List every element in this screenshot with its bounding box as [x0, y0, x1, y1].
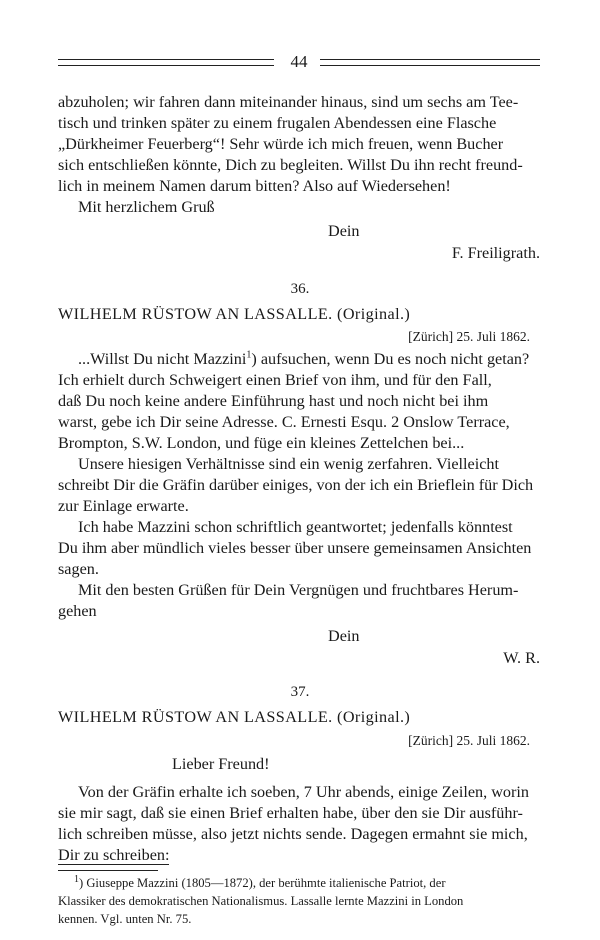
page-number: 44	[290, 52, 308, 71]
letter36-paragraph-4	[58, 580, 540, 622]
text-line: Von der Gräfin erhalte ich soeben, 7 Uhr abends, einige Zeilen, worin	[78, 783, 530, 801]
text-line: warst, gebe ich Dir seine Adresse. C. Ernesti Esqu. 2 Onslow Terrace,	[58, 413, 510, 431]
greeting: Mit herzlichem Gruß	[78, 198, 215, 216]
text-line: Mit den besten Grüßen für Dein Vergnügen und fruchtbares Herum-	[78, 581, 519, 599]
text-line: sich entschließen könnte, Dich zu begleiten. Willst Du ihn recht freund-	[58, 156, 523, 174]
letter-heading: WILHELM RÜSTOW AN LASSALLE. (Original.)	[58, 305, 411, 323]
text-line: daß Du noch keine andere Einführung hast und noch nicht bei ihm	[58, 392, 489, 410]
text-line: zur Einlage erwarte.	[58, 497, 189, 515]
signature: W. R.	[503, 649, 540, 667]
salutation: Lieber Freund!	[172, 755, 270, 773]
signature: F. Freiligrath.	[451, 244, 540, 262]
letter36-paragraph-2	[58, 454, 540, 517]
letter-number: 36.	[290, 281, 310, 297]
footnote-marker: 1	[246, 349, 252, 361]
text-line: Du ihm aber mündlich vieles besser über unsere gemeinsamen Ansichten	[58, 539, 532, 557]
header-rule-right	[320, 59, 540, 66]
footnote-rule	[58, 870, 158, 871]
text-line: Ich habe Mazzini schon schriftlich geantwortet; jedenfalls könntest	[78, 518, 513, 536]
text-line: schreibt Dir die Gräfin darüber einiges, von der ich ein Brieflein für Dich	[58, 476, 534, 494]
letter-date: [Zürich] 25. Juli 1862.	[408, 733, 530, 748]
letter-heading: WILHELM RÜSTOW AN LASSALLE. (Original.)	[58, 708, 411, 726]
footnote-line: Klassiker des demokratischen Nationalismus. Lassalle lernte Mazzini in London	[58, 894, 464, 908]
footnote-line: $^1$) Giuseppe Mazzini (1805—1872), der berühmte italienische Patriot, der	[74, 873, 446, 890]
text-line: gehen	[58, 602, 97, 620]
footnote-marker: 1	[74, 873, 79, 885]
text-line: lich in meinem Namen darum bitten? Also auf Wiedersehen!	[58, 177, 451, 195]
text-line: Unsere hiesigen Verhältnisse sind ein wenig zerfahren. Vielleicht	[78, 455, 499, 473]
text-line: Brompton, S.W. London, und füge ein kleines Zettelchen bei...	[58, 434, 465, 452]
letter37-paragraph-1	[58, 782, 540, 866]
text-line: ...Willst Du nicht Mazzini$^1$) aufsuchen, wenn Du es noch nicht getan?	[78, 349, 530, 368]
letter36-paragraph-1	[58, 349, 540, 454]
text-line: „Dürkheimer Feuerberg“! Sehr würde ich mich freuen, wenn Bucher	[58, 135, 504, 153]
continued-paragraph	[58, 92, 540, 197]
text-line: sagen.	[58, 560, 99, 578]
letter36-paragraph-3	[58, 517, 540, 580]
text-line: lich schreiben müsse, also jetzt nichts sende. Dagegen ermahnt sie mich,	[58, 825, 528, 843]
text-line: sie mir sagt, daß sie einen Brief erhalten habe, über den sie Dir ausführ-	[58, 804, 523, 822]
footnote	[58, 874, 540, 928]
underlined-text: Dir zu schreiben:	[58, 846, 170, 864]
text-line	[58, 845, 540, 866]
text-line: abzuholen; wir fahren dann miteinander hinaus, sind um sechs am Tee-	[58, 93, 519, 111]
letter-date: [Zürich] 25. Juli 1862.	[408, 329, 530, 344]
page-header	[58, 50, 540, 74]
closing-dein: Dein	[328, 222, 360, 240]
footnote-line: kennen. Vgl. unten Nr. 75.	[58, 912, 192, 926]
closing-dein: Dein	[328, 627, 360, 645]
letter-number: 37.	[290, 684, 310, 700]
text-line: Ich erhielt durch Schweigert einen Brief von ihm, und für den Fall,	[58, 371, 492, 389]
text-line: tisch und trinken später zu einem frugalen Abendessen eine Flasche	[58, 114, 497, 132]
